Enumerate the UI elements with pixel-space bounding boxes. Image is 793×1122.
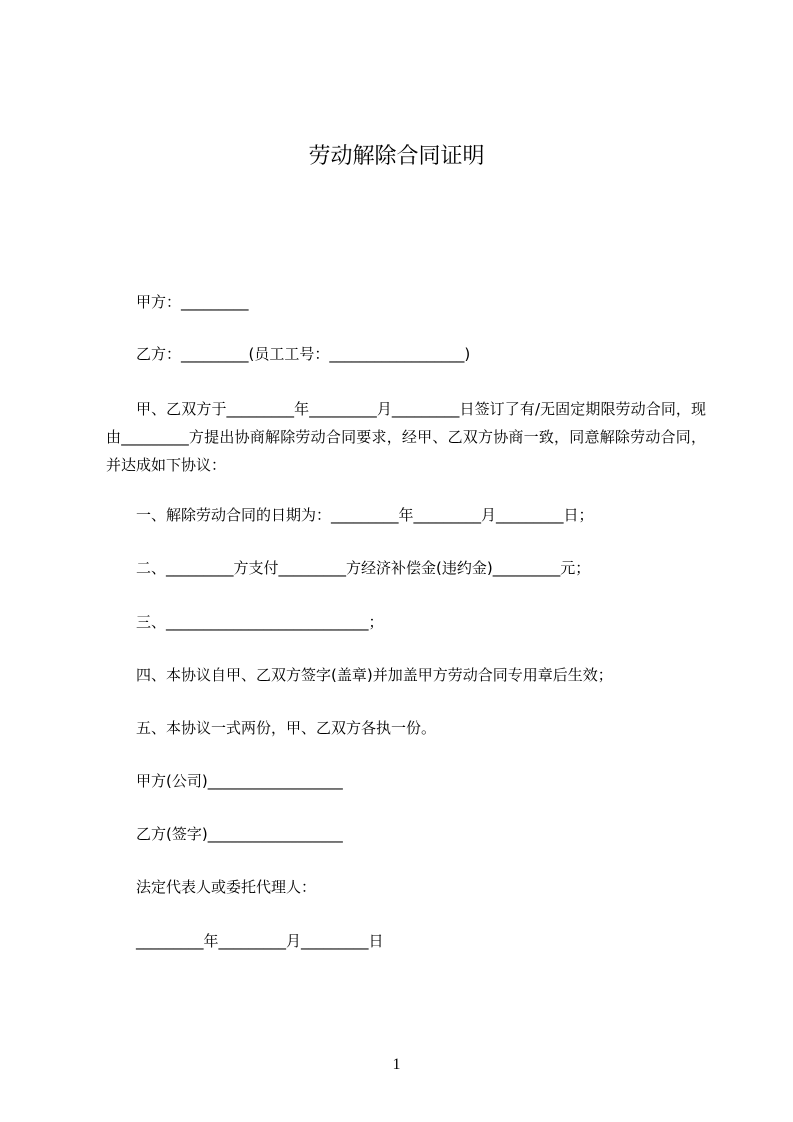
date-line: _________年_________月_________日 [136,932,384,950]
representative-line: 法定代表人或委托代理人： [136,878,317,896]
page-number: 1 [392,1056,401,1073]
party-b-signature: 乙方(签字)__________________ [136,825,343,843]
clause-2: 二、_________方支付_________方经济补偿金(违约金)_________元； [136,559,591,577]
clause-5: 五、本协议一式两份，甲、乙双方各执一份。 [136,719,437,737]
party-b-line: 乙方：_________(员工工号：__________________) [136,345,471,363]
party-a-line: 甲方：_________ [136,293,249,311]
clause-1: 一、解除劳动合同的日期为：_________年_________月_________日； [136,506,594,524]
document-title: 劳动解除合同证明 [308,144,485,169]
clause-3: 三、___________________________； [136,613,384,631]
party-a-company-signature: 甲方(公司)__________________ [136,772,343,790]
intro-paragraph: 甲、乙双方于_________年_________月_________日签订了有/无固定期限劳动合同，现由_________方提出协商解除劳动合同要求，经甲、乙双方协商一致，同意解除劳动合同，并达成如下协议： [106,400,706,474]
clause-4: 四、本协议自甲、乙双方签字(盖章)并加盖甲方劳动合同专用章后生效； [136,666,613,684]
